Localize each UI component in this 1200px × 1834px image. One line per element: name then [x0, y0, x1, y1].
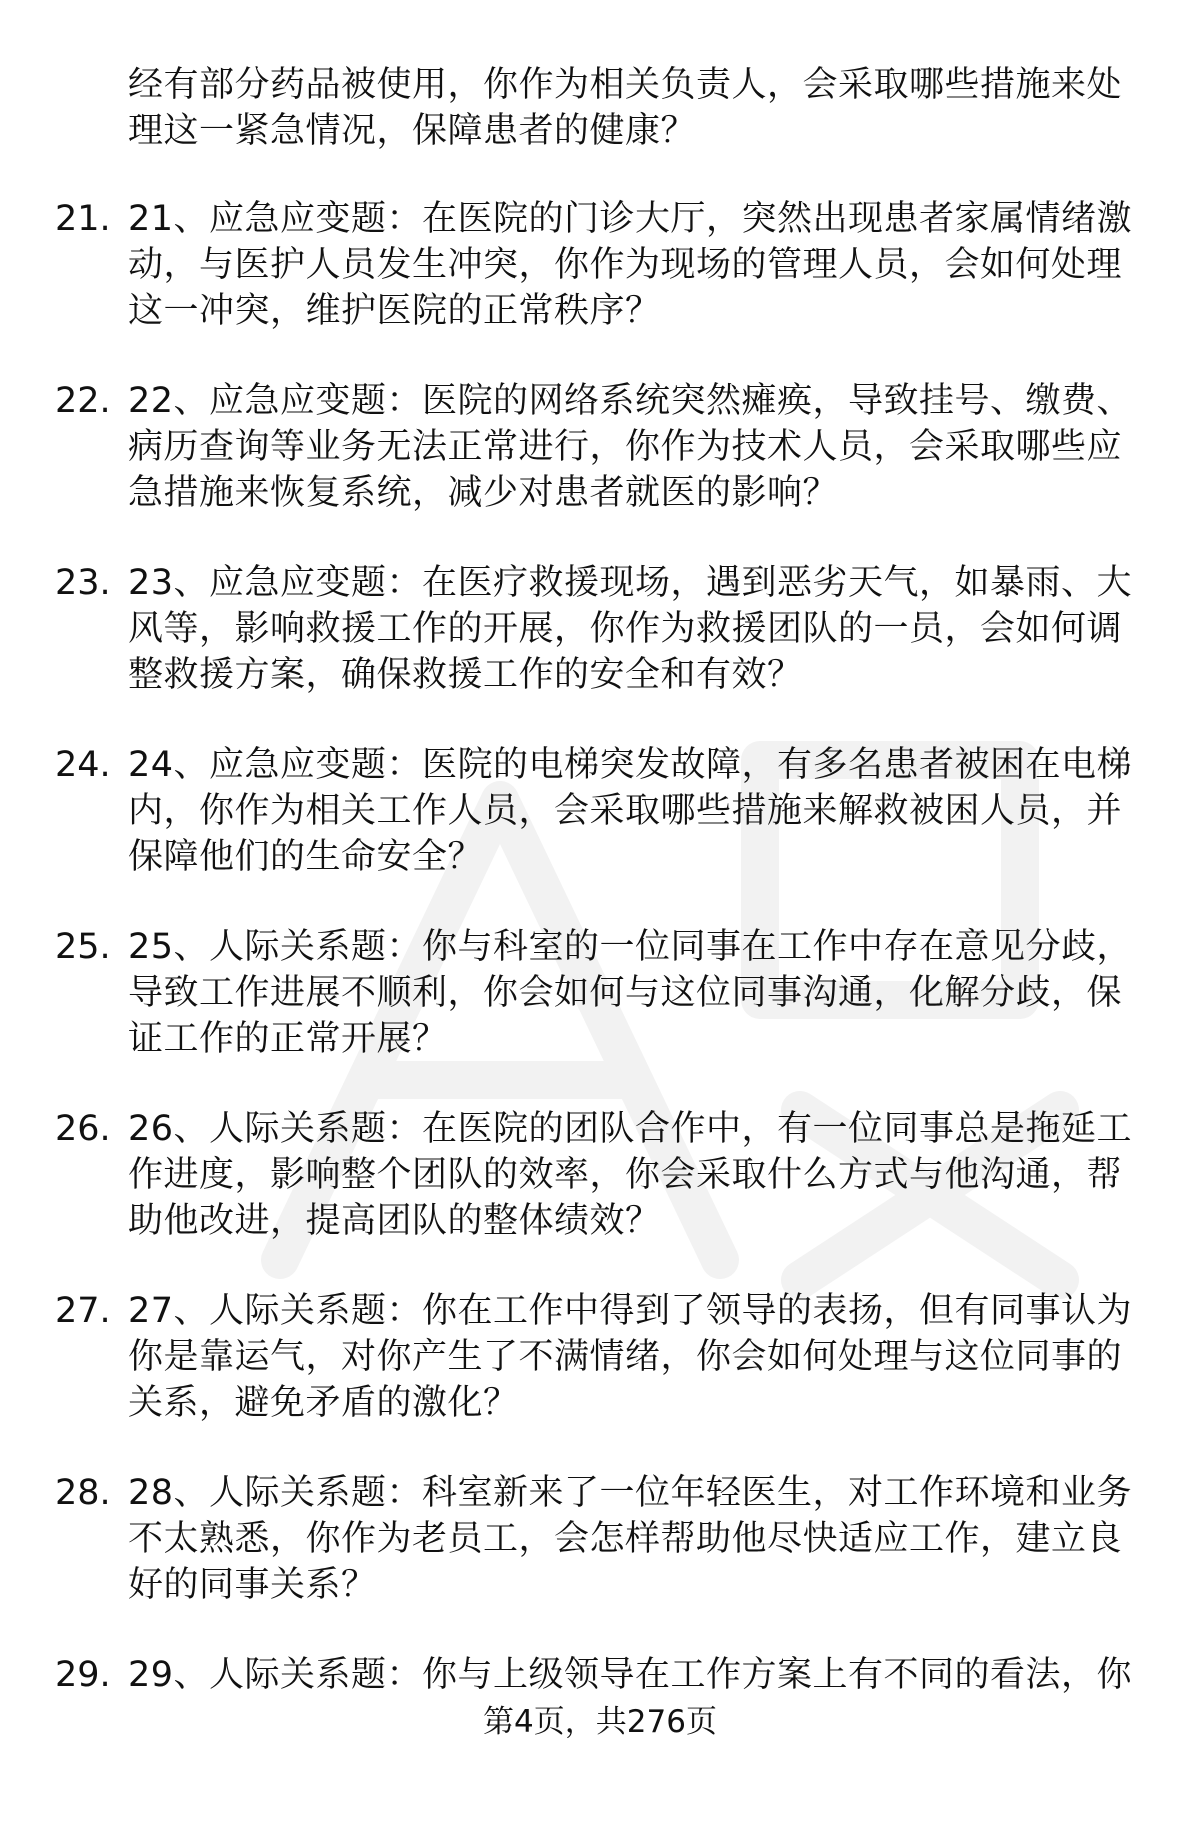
list-item — [0, 1106, 1200, 1288]
question-number: 26. — [55, 1109, 111, 1149]
question-text: 21、应急应变题：在医院的门诊大厅，突然出现患者家属情绪激动，与医护人员发生冲突，你作为现场的管理人员，会如何处理这一冲突，维护医院的正常秩序？ — [128, 199, 1133, 331]
list-item — [0, 924, 1200, 1106]
question-number: 24. — [55, 745, 111, 785]
list-item — [0, 1470, 1200, 1652]
question-text: 23、应急应变题：在医疗救援现场，遇到恶劣天气，如暴雨、大风等，影响救援工作的开展，你作为救援团队的一员，会如何调整救援方案，确保救援工作的安全和有效？ — [128, 563, 1133, 695]
question-text: 24、应急应变题：医院的电梯突发故障，有多名患者被困在电梯内，你作为相关工作人员，会采取哪些措施来解救被困人员，并保障他们的生命安全？ — [128, 745, 1133, 877]
question-text: 29、人际关系题：你与上级领导在工作方案上有不同的看法，你 — [128, 1655, 1133, 1695]
list-item — [0, 378, 1200, 560]
list-item — [0, 1288, 1200, 1470]
question-number: 29. — [55, 1655, 111, 1695]
question-number: 21. — [55, 199, 111, 239]
question-text: 25、人际关系题：你与科室的一位同事在工作中存在意见分歧，导致工作进展不顺利，你会如何与这位同事沟通，化解分歧，保证工作的正常开展？ — [128, 927, 1133, 1059]
page-footer: 第4页，共276页 — [483, 1704, 717, 1740]
question-number: 28. — [55, 1473, 111, 1513]
list-item — [0, 196, 1200, 378]
question-text: 28、人际关系题：科室新来了一位年轻医生，对工作环境和业务不太熟悉，你作为老员工，会怎样帮助他尽快适应工作，建立良好的同事关系？ — [128, 1473, 1133, 1605]
list-item — [0, 560, 1200, 742]
question-text: 22、应急应变题：医院的网络系统突然瘫痪，导致挂号、缴费、病历查询等业务无法正常进行，你作为技术人员，会采取哪些应急措施来恢复系统，减少对患者就医的影响？ — [128, 381, 1133, 513]
list-item — [0, 742, 1200, 924]
question-text: 26、人际关系题：在医院的团队合作中，有一位同事总是拖延工作进度，影响整个团队的效率，你会采取什么方式与他沟通，帮助他改进，提高团队的整体绩效？ — [128, 1109, 1133, 1241]
question-number: 25. — [55, 927, 111, 967]
question-number: 22. — [55, 381, 111, 421]
question-number: 23. — [55, 563, 111, 603]
continuation-text: 经有部分药品被使用，你作为相关负责人，会采取哪些措施来处理这一紧急情况，保障患者的健康？ — [128, 65, 1123, 151]
question-list — [0, 196, 1200, 1834]
question-text: 27、人际关系题：你在工作中得到了领导的表扬，但有同事认为你是靠运气，对你产生了不满情绪，你会如何处理与这位同事的关系，避免矛盾的激化？ — [128, 1291, 1133, 1423]
list-item — [0, 1652, 1200, 1834]
question-number: 27. — [55, 1291, 111, 1331]
